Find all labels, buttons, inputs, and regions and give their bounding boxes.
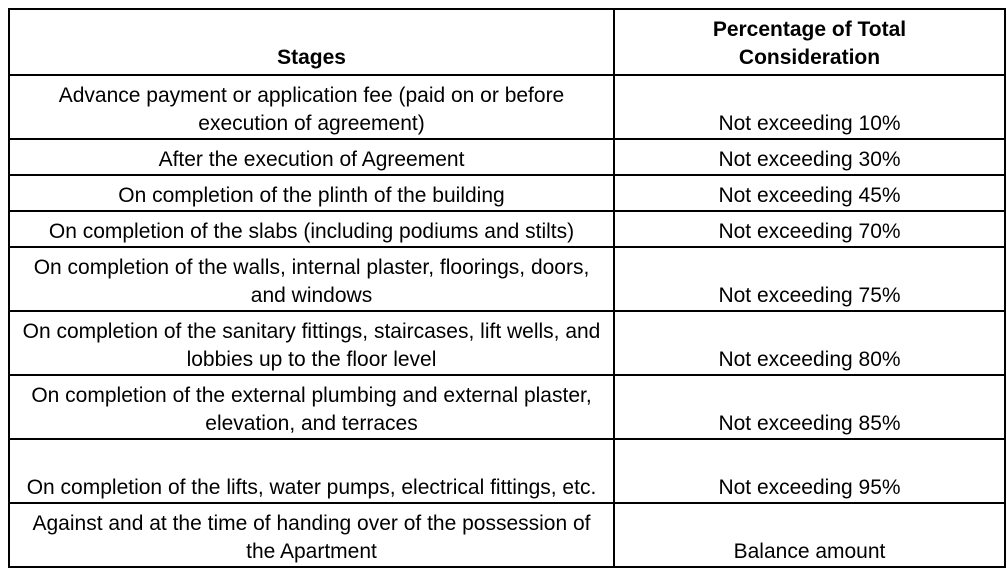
stage-cell: On completion of the walls, internal plaster, floorings, doors, and windows <box>9 247 614 311</box>
stage-cell: After the execution of Agreement <box>9 139 614 175</box>
percentage-cell: Balance amount <box>614 503 1005 567</box>
table-row <box>9 503 1005 567</box>
percentage-cell: Not exceeding 80% <box>614 311 1005 375</box>
header-row <box>9 9 1005 75</box>
stage-cell: On completion of the lifts, water pumps, electrical fittings, etc. <box>9 439 614 503</box>
stage-cell: On completion of the sanitary fittings, staircases, lift wells, and lobbies up to the floor level <box>9 311 614 375</box>
payment-schedule-table <box>8 8 1006 568</box>
percentage-cell: Not exceeding 30% <box>614 139 1005 175</box>
table-row <box>9 211 1005 247</box>
table-row <box>9 439 1005 503</box>
table-row <box>9 247 1005 311</box>
percentage-header-text: Percentage of Total Consideration <box>712 18 907 69</box>
table-row <box>9 139 1005 175</box>
stage-cell: On completion of the external plumbing and external plaster, elevation, and terraces <box>9 375 614 439</box>
percentage-cell: Not exceeding 95% <box>614 439 1005 503</box>
stage-cell: Against and at the time of handing over of the possession of the Apartment <box>9 503 614 567</box>
percentage-cell: Not exceeding 10% <box>614 75 1005 139</box>
table-row <box>9 175 1005 211</box>
percentage-cell: Not exceeding 85% <box>614 375 1005 439</box>
stage-cell: On completion of the slabs (including podiums and stilts) <box>9 211 614 247</box>
percentage-header <box>614 9 1005 75</box>
stages-header: Stages <box>9 9 614 75</box>
stage-cell: On completion of the plinth of the building <box>9 175 614 211</box>
percentage-cell: Not exceeding 45% <box>614 175 1005 211</box>
table-row <box>9 75 1005 139</box>
percentage-cell: Not exceeding 75% <box>614 247 1005 311</box>
table-row <box>9 311 1005 375</box>
stage-cell: Advance payment or application fee (paid on or before execution of agreement) <box>9 75 614 139</box>
table-row <box>9 375 1005 439</box>
percentage-cell: Not exceeding 70% <box>614 211 1005 247</box>
